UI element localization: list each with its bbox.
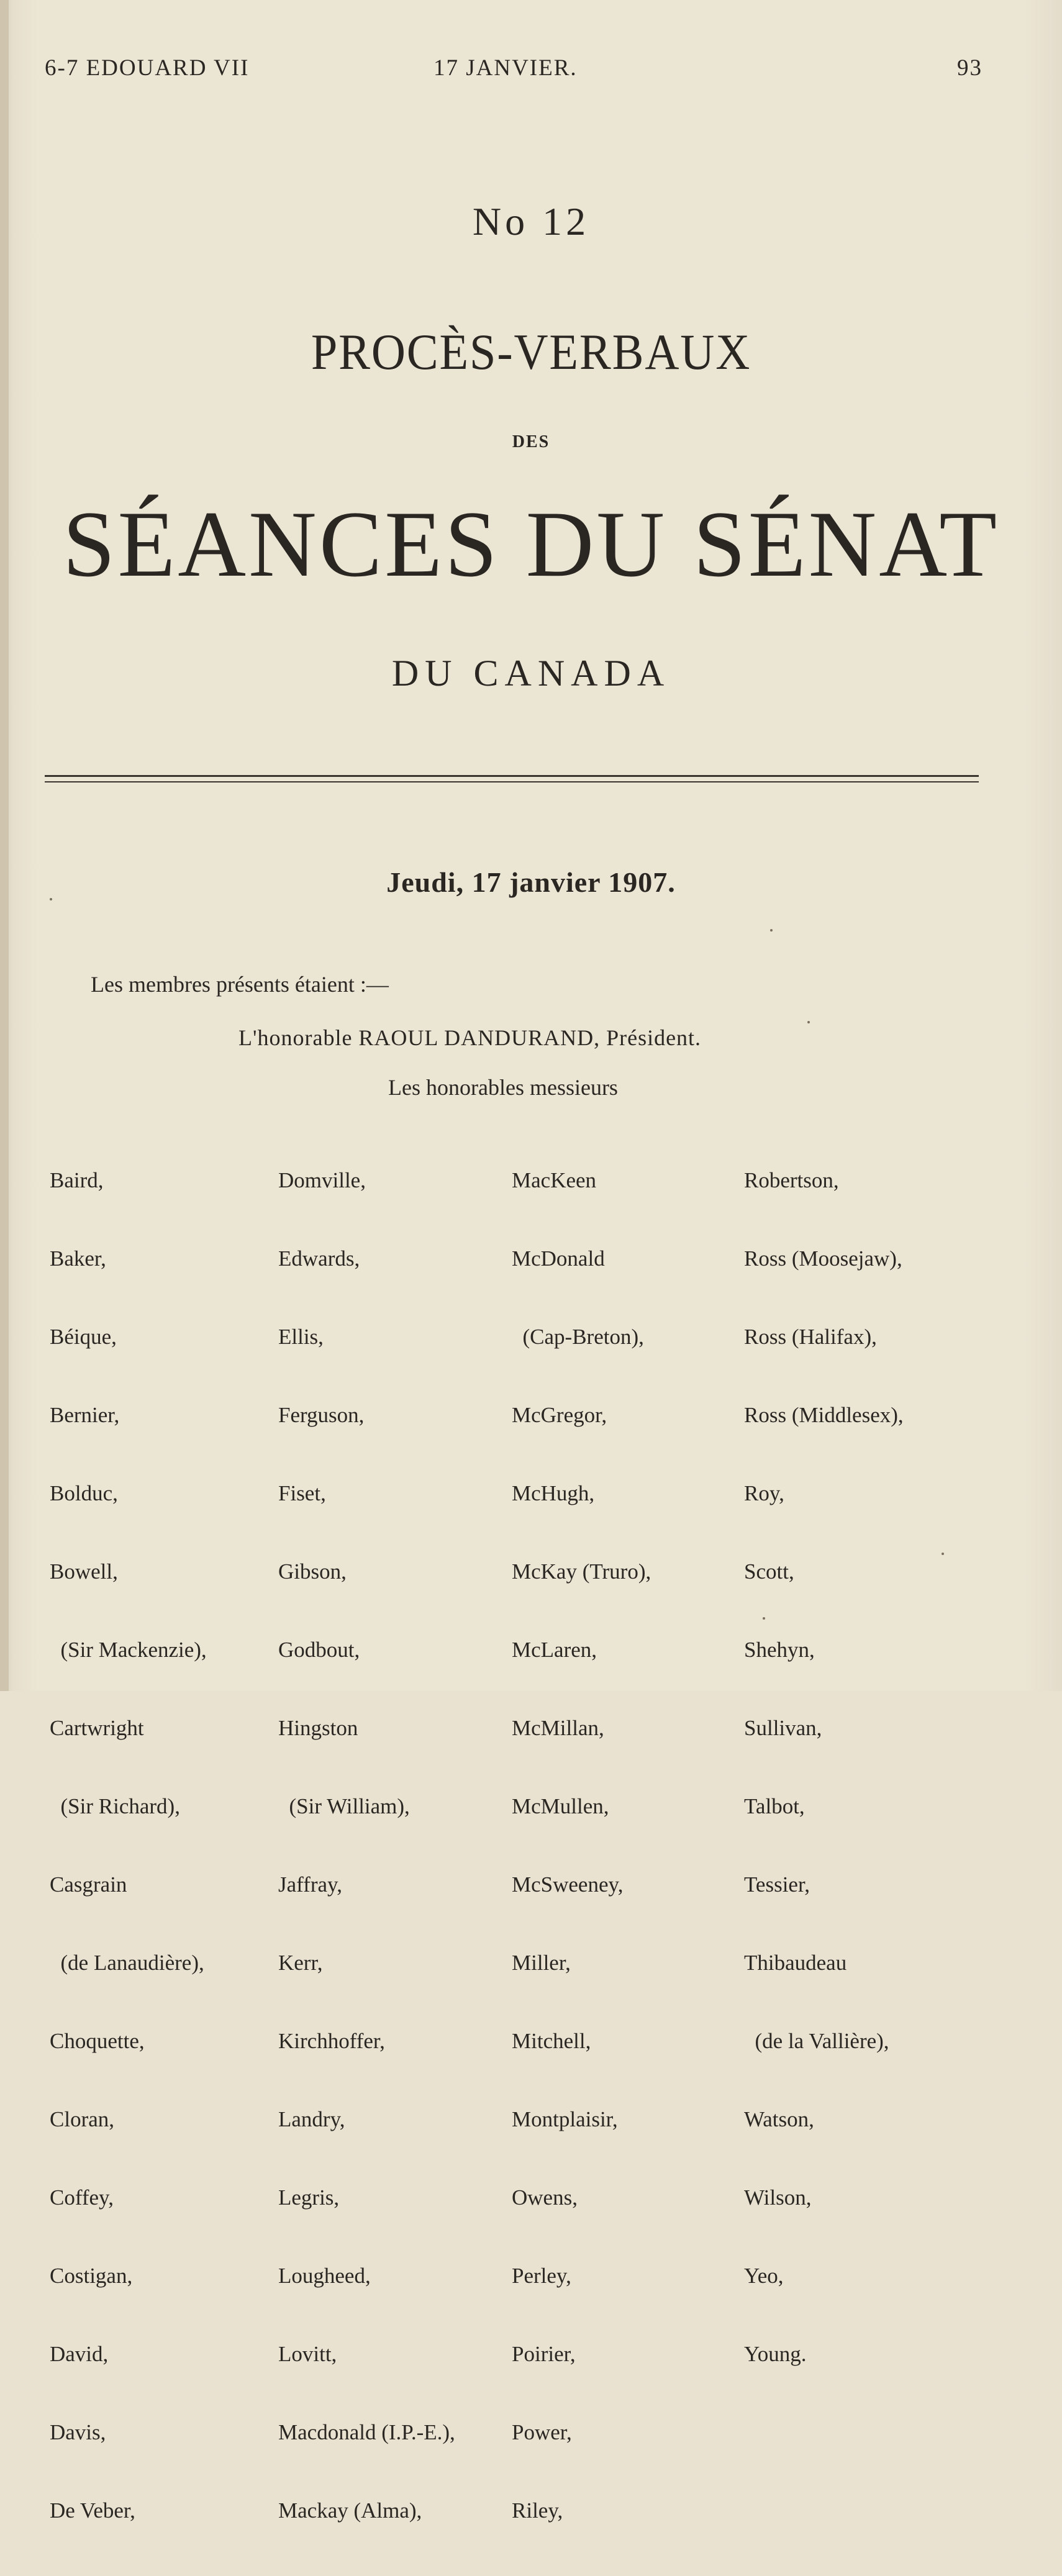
member-name: Ross (Middlesex), [744, 1403, 904, 1427]
member-name: (de Lanaudière), [50, 1951, 204, 1975]
member-name: Shehyn, [744, 1638, 815, 1662]
member-name: McMullen, [512, 1794, 609, 1818]
issue-number: No 12 [472, 199, 590, 243]
member-name: McLaren, [512, 1638, 597, 1662]
double-rule-top [45, 775, 979, 777]
member-name: Hingston [278, 1716, 358, 1740]
member-name: Jaffray, [278, 1872, 343, 1897]
member-name: Mitchell, [512, 2029, 591, 2053]
member-name: Riley, [512, 2498, 563, 2523]
double-rule-bottom [45, 781, 979, 782]
member-name: De Veber, [50, 2498, 135, 2523]
page-number: 93 [957, 55, 983, 81]
member-name: Sullivan, [744, 1716, 822, 1740]
member-name: Owens, [512, 2185, 578, 2210]
binding-gutter [0, 0, 9, 1691]
member-name: Bernier, [50, 1403, 120, 1427]
member-name: Fiset, [278, 1481, 326, 1505]
member-name: (Sir William), [278, 1794, 410, 1818]
title-des: DES [512, 432, 550, 451]
member-name: Casgrain [50, 1872, 127, 1897]
member-name: Power, [512, 2420, 572, 2444]
member-name: (de la Vallière), [744, 2029, 889, 2053]
member-name: Yeo, [744, 2264, 784, 2288]
member-name: Lovitt, [278, 2342, 337, 2366]
members-column-3 [512, 1115, 754, 2576]
members-column-4 [744, 1115, 986, 2420]
member-name: Perley, [512, 2264, 571, 2288]
member-name: (Cap-Breton), [512, 1325, 644, 1349]
member-name: Ross (Moosejaw), [744, 1246, 902, 1271]
member-name: Miller, [512, 1951, 571, 1975]
member-name: McMillan, [512, 1716, 604, 1740]
members-column-1 [50, 1115, 292, 2576]
member-name: Domville, [278, 1168, 366, 1192]
member-name: Roy, [744, 1481, 784, 1505]
member-name: David, [50, 2342, 109, 2366]
member-name: Tessier, [744, 1872, 810, 1897]
member-name: (Sir Richard), [50, 1794, 180, 1818]
title-du-canada: DU CANADA [391, 653, 671, 694]
member-name: Béique, [50, 1325, 117, 1349]
member-name: Landry, [278, 2107, 345, 2131]
honorables-heading: Les honorables messieurs [388, 1075, 618, 1100]
member-name: Gibson, [278, 1559, 347, 1584]
member-name: Cartwright [50, 1716, 144, 1740]
member-name: Godbout, [278, 1638, 360, 1662]
member-name: Ferguson, [278, 1403, 365, 1427]
member-name: MacKeen [512, 1168, 597, 1192]
header-date: 17 JANVIER. [433, 55, 578, 81]
member-name: Wilson, [744, 2185, 812, 2210]
member-name: Legris, [278, 2185, 340, 2210]
member-name: Scott, [744, 1559, 794, 1584]
member-name: Macdonald (I.P.-E.), [278, 2420, 455, 2444]
member-name: Baird, [50, 1168, 104, 1192]
member-name: Kirchhoffer, [278, 2029, 385, 2053]
member-name: Montplaisir, [512, 2107, 618, 2131]
member-name: Coffey, [50, 2185, 114, 2210]
header-session: 6-7 EDOUARD VII [45, 55, 250, 81]
member-name: McSweeney, [512, 1872, 624, 1897]
member-name: Lougheed, [278, 2264, 371, 2288]
member-name: Edwards, [278, 1246, 360, 1271]
member-name: McKay (Truro), [512, 1559, 651, 1584]
member-name: Choquette, [50, 2029, 145, 2053]
member-name: (Sir Mackenzie), [50, 1638, 207, 1662]
member-name: Poirier, [512, 2342, 576, 2366]
president-line: L'honorable RAOUL DANDURAND, Président. [238, 1025, 702, 1050]
members-column-2 [278, 1115, 520, 2576]
title-seances-du-senat: SÉANCES DU SÉNAT [62, 492, 1000, 596]
member-name: McHugh, [512, 1481, 595, 1505]
title-proces-verbaux: PROCÈS-VERBAUX [311, 324, 751, 380]
members-intro: Les membres présents étaient :— [91, 972, 389, 997]
member-name: Baker, [50, 1246, 106, 1271]
member-name: McGregor, [512, 1403, 607, 1427]
member-name: McDonald [512, 1246, 605, 1271]
member-name: Talbot, [744, 1794, 805, 1818]
member-name: Robertson, [744, 1168, 839, 1192]
member-name: Costigan, [50, 2264, 133, 2288]
member-name: Mackay (Alma), [278, 2498, 422, 2523]
running-header [45, 55, 983, 86]
member-name: Kerr, [278, 1951, 323, 1975]
member-name: Ross (Halifax), [744, 1325, 877, 1349]
session-date: Jeudi, 17 janvier 1907. [386, 866, 676, 898]
member-name: Watson, [744, 2107, 814, 2131]
member-name: Bowell, [50, 1559, 118, 1584]
member-name: Thibaudeau [744, 1951, 847, 1975]
member-name: Davis, [50, 2420, 106, 2444]
member-name: Young. [744, 2342, 807, 2366]
member-name: Bolduc, [50, 1481, 118, 1505]
member-name: Cloran, [50, 2107, 115, 2131]
member-name: Ellis, [278, 1325, 324, 1349]
